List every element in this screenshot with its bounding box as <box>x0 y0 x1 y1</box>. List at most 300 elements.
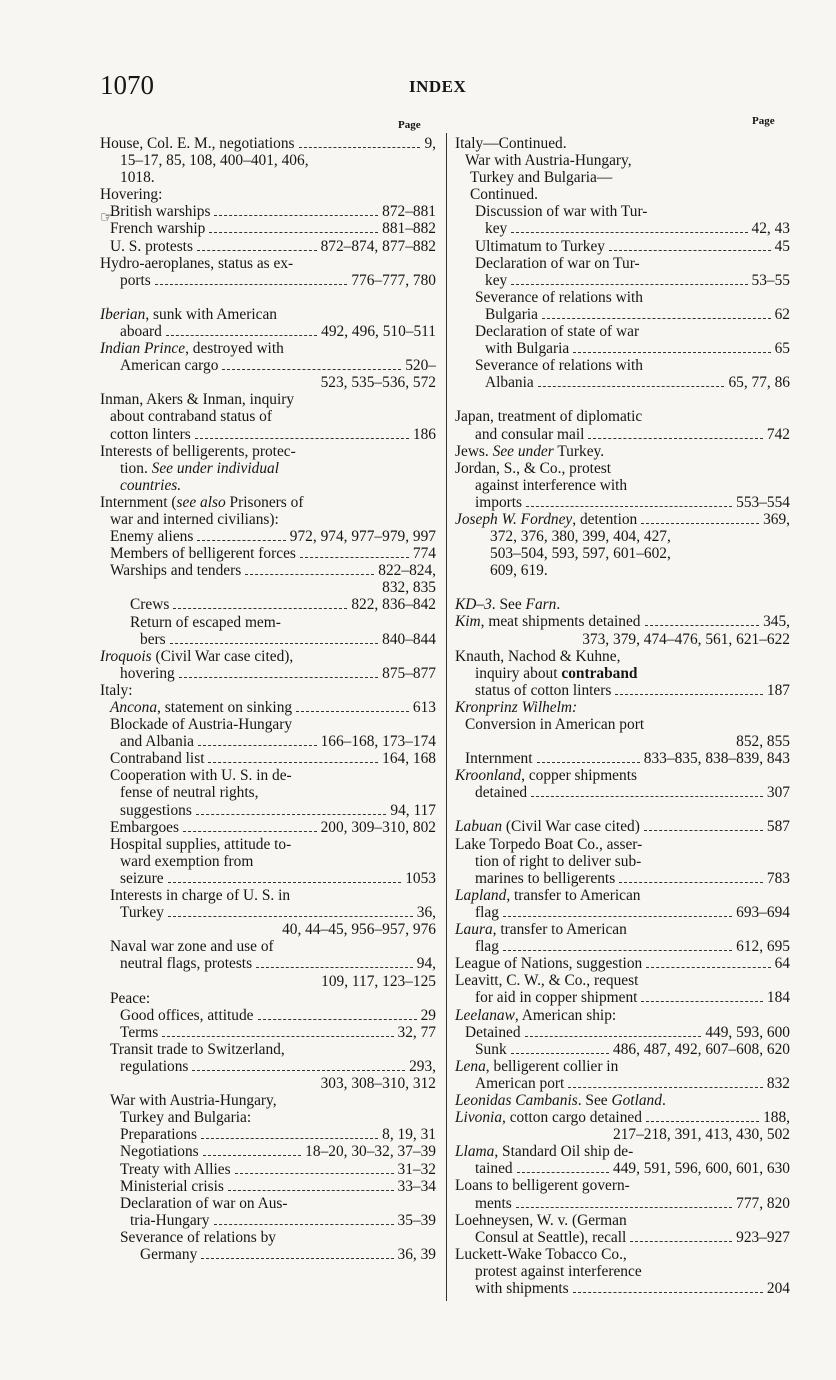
index-line <box>100 186 436 203</box>
page-ref: 783 <box>766 869 790 887</box>
index-line <box>100 255 436 272</box>
page-ref: 186 <box>412 425 436 443</box>
index-line <box>100 494 436 511</box>
index-line <box>455 1177 790 1194</box>
index-line <box>100 152 436 169</box>
entry-text: American cargo <box>120 357 219 375</box>
entry-text: Germany <box>140 1246 198 1263</box>
leader-dashes <box>537 762 640 763</box>
page-ref: 369, <box>763 510 790 528</box>
entry-text: Embargoes <box>110 818 179 836</box>
index-line <box>455 340 790 357</box>
entry-text: tained <box>475 1160 513 1178</box>
entry-text: Ministerial crisis <box>120 1177 224 1195</box>
entry-text: Good offices, attitude <box>120 1006 254 1024</box>
page-ref: 187 <box>766 681 790 699</box>
index-line <box>455 220 790 237</box>
index-line <box>455 408 790 425</box>
entry-text: Albania <box>485 374 534 392</box>
entry-text: Severance of relations with <box>475 288 643 306</box>
page-ref: 872–874, 877–882 <box>320 237 436 255</box>
index-line <box>100 1092 436 1109</box>
index-line <box>100 511 436 528</box>
index-line <box>455 528 790 545</box>
entry-text: bers <box>140 630 166 648</box>
index-line <box>100 904 436 921</box>
page-ref: 94, 117 <box>390 801 436 819</box>
entry-text: Members of belligerent forces <box>110 545 296 563</box>
page-ref: 833–835, 838–839, 843 <box>643 750 790 768</box>
index-line <box>455 374 790 391</box>
leader-dashes <box>568 1087 763 1088</box>
entry-text: aboard <box>120 322 162 340</box>
entry-text: Turkey and Bulgaria— <box>470 169 613 187</box>
leader-dashes <box>208 762 378 763</box>
index-line <box>100 819 436 836</box>
index-line <box>100 220 436 237</box>
entry-text: Laura, transfer to American <box>455 921 627 939</box>
index-line <box>100 272 436 289</box>
page-ref: 64 <box>774 955 790 973</box>
page-label-left: Page <box>398 119 421 131</box>
entry-text: U. S. protests <box>110 237 193 255</box>
index-line <box>455 1109 790 1126</box>
leader-dashes <box>155 284 348 285</box>
index-line <box>100 716 436 733</box>
index-line <box>455 203 790 220</box>
entry-text: Terms <box>120 1023 159 1041</box>
index-line <box>455 596 790 613</box>
index-line <box>100 460 436 477</box>
index-line <box>455 921 790 938</box>
page-ref: 774 <box>412 545 436 563</box>
leader-dashes <box>630 1241 732 1242</box>
running-head: INDEX <box>409 77 467 96</box>
index-line <box>455 306 790 323</box>
index-line <box>455 1212 790 1229</box>
index-line <box>100 528 436 545</box>
leader-dashes <box>503 916 732 917</box>
index-line <box>100 1075 436 1092</box>
entry-text: key <box>485 220 508 238</box>
leader-dashes <box>173 608 347 609</box>
index-line <box>100 1143 436 1160</box>
page-ref: 164, 168 <box>382 750 436 768</box>
leader-dashes <box>228 1190 394 1191</box>
index-line <box>455 818 790 835</box>
page-ref: 166–168, 173–174 <box>320 733 436 751</box>
index-line <box>100 665 436 682</box>
index-line <box>100 1212 436 1229</box>
entry-text: Preparations <box>120 1126 197 1144</box>
index-line <box>455 682 790 699</box>
entry-text: Interests in charge of U. S. in <box>110 887 291 905</box>
page-ref: 109, 117, 123–125 <box>321 972 436 990</box>
page-ref: 31–32 <box>397 1160 436 1178</box>
index-line <box>455 1143 790 1160</box>
index-line <box>455 904 790 921</box>
entry-text: ports <box>120 271 151 289</box>
index-line <box>455 1024 790 1041</box>
page-ref: 307 <box>766 784 790 802</box>
entry-text: Negotiations <box>120 1143 199 1161</box>
index-line <box>100 1229 436 1246</box>
leader-dashes <box>511 232 747 233</box>
index-line <box>455 186 790 203</box>
page-ref: 32, 77 <box>397 1023 436 1041</box>
leader-dashes <box>516 1207 732 1208</box>
entry-text: neutral flags, protests <box>120 955 253 973</box>
leader-dashes <box>197 250 317 251</box>
index-line <box>100 1041 436 1058</box>
index-line <box>455 238 790 255</box>
index-line <box>100 545 436 562</box>
entry-text: Leonidas Cambanis. See Gotland. <box>455 1091 666 1109</box>
page-ref: 18–20, 30–32, 37–39 <box>305 1143 436 1161</box>
entry-text: hovering <box>120 664 175 682</box>
index-line <box>455 1246 790 1263</box>
index-line <box>455 426 790 443</box>
page-ref: 200, 309–310, 802 <box>320 818 436 836</box>
page-ref: 449, 593, 600 <box>705 1023 790 1041</box>
index-line <box>455 135 790 152</box>
entry-text: Warships and tenders <box>110 562 242 580</box>
entry-spacer <box>100 289 436 306</box>
entry-text: about contraband status of <box>110 408 272 426</box>
entry-text: fense of neutral rights, <box>120 784 259 802</box>
leader-dashes <box>299 147 421 148</box>
entry-text: Peace: <box>110 989 151 1007</box>
index-line <box>455 1160 790 1177</box>
leader-dashes <box>645 625 760 626</box>
page-ref: 923–927 <box>736 1228 790 1246</box>
index-line <box>100 955 436 972</box>
page-ref: 36, 39 <box>397 1246 436 1263</box>
index-line <box>455 699 790 716</box>
index-line <box>455 1058 790 1075</box>
entry-text: Iberian, sunk with American <box>100 305 277 323</box>
index-line <box>455 972 790 989</box>
index-line <box>100 391 436 408</box>
page-number: 1070 <box>100 70 154 100</box>
index-line <box>100 1007 436 1024</box>
index-line <box>100 784 436 801</box>
index-line <box>100 836 436 853</box>
index-line <box>100 733 436 750</box>
page-ref: 612, 695 <box>736 938 790 956</box>
index-line <box>100 1024 436 1041</box>
entry-text: Conversion in American port <box>465 716 645 733</box>
page-ref: 881–882 <box>382 220 436 238</box>
page-ref: 188, <box>763 1109 790 1127</box>
index-line <box>100 750 436 767</box>
page-ref: 777, 820 <box>736 1194 790 1212</box>
page-ref: 840–844 <box>382 630 436 648</box>
entry-text: Indian Prince, destroyed with <box>100 340 284 358</box>
index-line <box>455 272 790 289</box>
entry-text: with shipments <box>475 1280 569 1297</box>
leader-dashes <box>526 506 732 507</box>
index-line <box>455 152 790 169</box>
leader-dashes <box>258 1019 417 1020</box>
page-ref: 449, 591, 596, 600, 601, 630 <box>613 1160 790 1178</box>
index-line <box>100 1109 436 1126</box>
index-line <box>455 853 790 870</box>
index-line <box>455 289 790 306</box>
leader-dashes <box>222 369 401 370</box>
entry-text: Loans to belligerent govern- <box>455 1177 630 1195</box>
leader-dashes <box>214 215 378 216</box>
page-ref: 45 <box>774 237 790 255</box>
entry-text: League of Nations, suggestion <box>455 955 643 973</box>
entry-text: Ancona, statement on sinking <box>110 699 293 716</box>
entry-text: 15–17, 85, 108, 400–401, 406, <box>120 152 309 170</box>
entry-text: protest against interference <box>475 1262 642 1280</box>
index-line <box>455 836 790 853</box>
index-line <box>455 989 790 1006</box>
entry-text: tion. See under individual <box>120 459 280 477</box>
index-line <box>455 1092 790 1109</box>
entry-text: against interference with <box>475 476 628 494</box>
index-line <box>455 648 790 665</box>
index-line <box>100 408 436 425</box>
index-line <box>455 545 790 562</box>
index-line <box>100 682 436 699</box>
entry-text: Turkey <box>120 904 164 922</box>
index-line <box>100 938 436 955</box>
leader-dashes <box>538 386 725 387</box>
entry-text: Return of escaped mem- <box>130 613 281 631</box>
page-ref: 53–55 <box>751 271 790 289</box>
leader-dashes <box>615 694 763 695</box>
index-line <box>455 750 790 767</box>
entry-text: Continued. <box>470 186 538 204</box>
page-ref: 553–554 <box>736 493 790 511</box>
index-line <box>100 614 436 631</box>
page-ref: 33–34 <box>397 1177 436 1195</box>
entry-text: British warships <box>110 203 211 221</box>
leader-dashes <box>588 438 762 439</box>
leader-dashes <box>517 1172 609 1173</box>
index-line <box>455 784 790 801</box>
entry-text: Declaration of state of war <box>475 323 640 341</box>
entry-text: cotton linters <box>110 425 191 443</box>
leader-dashes <box>209 232 378 233</box>
index-line <box>455 255 790 272</box>
index-line <box>100 135 436 152</box>
index-line <box>455 1075 790 1092</box>
entry-text: Enemy aliens <box>110 528 194 546</box>
leader-dashes <box>511 1053 609 1054</box>
page-ref: 587 <box>766 818 790 836</box>
entry-text: Hydro-aeroplanes, status as ex- <box>100 254 294 272</box>
index-line <box>455 887 790 904</box>
entry-text: Interests of belligerents, protec- <box>100 442 296 460</box>
index-line <box>100 853 436 870</box>
right-column <box>455 135 790 1297</box>
index-line <box>455 169 790 186</box>
index-line <box>100 323 436 340</box>
entry-text: ments <box>475 1194 512 1212</box>
entry-text: War with Austria-Hungary, <box>110 1092 277 1110</box>
entry-text: Discussion of war with Tur- <box>475 203 648 221</box>
leader-dashes <box>196 814 387 815</box>
leader-dashes <box>162 1036 393 1037</box>
entry-text: Contraband list <box>110 750 205 768</box>
entry-text: status of cotton linters <box>475 681 612 699</box>
entry-text: Treaty with Allies <box>120 1160 231 1178</box>
entry-text: Kroonland, copper shipments <box>455 767 637 785</box>
entry-text: War with Austria-Hungary, <box>465 152 632 170</box>
entry-text: 503–504, 593, 597, 601–602, <box>490 545 671 563</box>
entry-text: Kronprinz Wilhelm: <box>455 698 578 716</box>
leader-dashes <box>511 284 747 285</box>
page-ref: 29 <box>420 1006 436 1024</box>
index-line <box>100 562 436 579</box>
entry-text: Internment <box>465 750 533 768</box>
leader-dashes <box>503 950 732 951</box>
entry-text: ward exemption from <box>120 852 254 870</box>
index-line <box>100 1195 436 1212</box>
leader-dashes <box>203 1155 302 1156</box>
entry-text: Sunk <box>475 1040 507 1058</box>
index-line <box>100 1178 436 1195</box>
index-line <box>455 323 790 340</box>
entry-text: countries. <box>120 476 182 494</box>
index-line <box>100 1161 436 1178</box>
index-line <box>100 1126 436 1143</box>
page-ref: 822, 836–842 <box>351 596 436 614</box>
page-ref: 1053 <box>405 869 436 887</box>
entry-text: Lapland, transfer to American <box>455 886 641 904</box>
entry-text: American port <box>475 1074 565 1092</box>
page-ref: 972, 974, 977–979, 997 <box>289 528 436 546</box>
entry-text: Knauth, Nachod & Kuhne, <box>455 647 621 665</box>
leader-dashes <box>166 335 317 336</box>
index-line <box>100 767 436 784</box>
leader-dashes <box>183 831 317 832</box>
index-line <box>455 1041 790 1058</box>
entry-text: Kim, meat shipments detained <box>455 613 641 631</box>
entry-text: Hovering: <box>100 186 163 204</box>
entry-text: Joseph W. Fordney, detention <box>455 510 638 528</box>
index-line <box>100 1058 436 1075</box>
entry-text: Blockade of Austria-Hungary <box>110 716 293 734</box>
index-line <box>100 238 436 255</box>
entry-text: Italy: <box>100 681 133 699</box>
page-ref: 776–777, 780 <box>351 271 436 289</box>
left-column <box>100 135 436 1263</box>
page-ref: 520– <box>405 357 436 375</box>
page-ref: 65 <box>774 340 790 358</box>
leader-dashes <box>245 574 374 575</box>
entry-text: inquiry about contraband <box>475 664 638 682</box>
index-line <box>455 733 790 750</box>
leader-dashes <box>573 1292 763 1293</box>
index-line <box>455 1195 790 1212</box>
leader-dashes <box>195 438 409 439</box>
leader-dashes <box>644 830 763 831</box>
entry-text: Labuan (Civil War case cited) <box>455 818 640 836</box>
entry-text: and Albania <box>120 733 194 751</box>
index-line <box>100 340 436 357</box>
index-line <box>100 596 436 613</box>
index-line <box>455 665 790 682</box>
entry-text: Naval war zone and use of <box>110 938 274 956</box>
page-ref: 693–694 <box>736 903 790 921</box>
index-line <box>100 477 436 494</box>
page-ref: 8, 19, 31 <box>382 1126 436 1144</box>
leader-dashes <box>170 643 378 644</box>
entry-text: key <box>485 271 508 289</box>
page-ref: 742 <box>766 425 790 443</box>
entry-text: Cooperation with U. S. in de- <box>110 767 292 785</box>
page-ref: 40, 44–45, 956–957, 976 <box>282 921 436 939</box>
index-line <box>100 802 436 819</box>
index-line <box>455 1007 790 1024</box>
entry-spacer <box>455 801 790 818</box>
entry-text: seizure <box>120 869 164 887</box>
index-line <box>455 938 790 955</box>
page-ref: 36, <box>416 904 436 922</box>
entry-text: 1018. <box>120 169 155 187</box>
leader-dashes <box>573 352 770 353</box>
page-ref: 852, 855 <box>736 733 790 751</box>
entry-text: Internment (see also Prisoners of <box>100 493 304 511</box>
page-ref: 523, 535–536, 572 <box>320 374 436 392</box>
entry-text: 609, 619. <box>490 562 548 580</box>
entry-text: Transit trade to Switzerland, <box>110 1040 285 1058</box>
index-line <box>100 443 436 460</box>
entry-text: Inman, Akers & Inman, inquiry <box>100 391 295 409</box>
entry-text: Hospital supplies, attitude to- <box>110 835 292 853</box>
page-ref: 492, 496, 510–511 <box>321 322 436 340</box>
entry-text: Llama, Standard Oil ship de- <box>455 1143 634 1161</box>
index-line <box>455 357 790 374</box>
page-ref: 65, 77, 86 <box>728 374 790 392</box>
entry-spacer <box>455 579 790 596</box>
page-ref: 486, 487, 492, 607–608, 620 <box>613 1040 790 1058</box>
leader-dashes <box>168 882 402 883</box>
index-line <box>100 203 436 220</box>
leader-dashes <box>168 916 413 917</box>
leader-dashes <box>201 1258 393 1259</box>
entry-text: Turkey and Bulgaria: <box>120 1109 252 1127</box>
index-line <box>100 426 436 443</box>
index-line <box>100 887 436 904</box>
index-line <box>100 699 436 716</box>
leader-dashes <box>214 1224 394 1225</box>
entry-text: Livonia, cotton cargo detained <box>455 1109 642 1127</box>
leader-dashes <box>525 1036 702 1037</box>
entry-text: Severance of relations with <box>475 357 643 375</box>
page-ref: 832 <box>766 1074 790 1092</box>
index-line <box>455 460 790 477</box>
entry-text: and consular mail <box>475 425 585 443</box>
entry-text: Declaration of war on Aus- <box>120 1194 288 1212</box>
page-ref: 345, <box>763 613 790 631</box>
index-line <box>100 374 436 391</box>
pointing-hand-icon: ☞ <box>100 210 114 226</box>
index-line <box>100 921 436 938</box>
leader-dashes <box>192 1070 405 1071</box>
leader-dashes <box>296 711 409 712</box>
leader-dashes <box>542 318 771 319</box>
index-line <box>100 631 436 648</box>
index-line <box>455 1126 790 1143</box>
entry-text: Leelanaw, American ship: <box>455 1006 617 1024</box>
index-line <box>455 511 790 528</box>
